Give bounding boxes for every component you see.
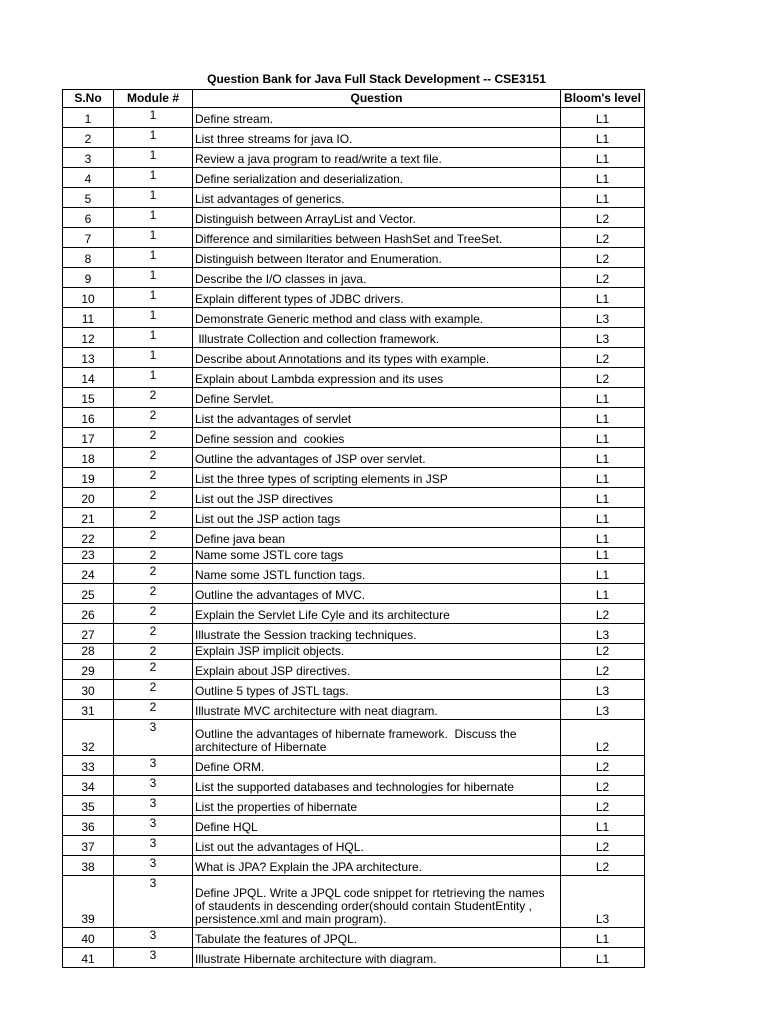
- row-question: Define ORM.: [193, 756, 561, 776]
- row-sno: 11: [63, 308, 114, 328]
- table-row: [63, 720, 645, 756]
- row-blooms-level: L1: [561, 548, 645, 564]
- row-sno: 30: [63, 680, 114, 700]
- row-module: 1: [114, 288, 193, 308]
- table-row: [63, 248, 645, 268]
- row-module: 2: [114, 644, 193, 660]
- row-sno: 17: [63, 428, 114, 448]
- table-row: [63, 208, 645, 228]
- row-question: List the three types of scripting elements in JSP: [193, 468, 561, 488]
- table-row: [63, 468, 645, 488]
- row-module: 3: [114, 836, 193, 856]
- row-module: 3: [114, 928, 193, 948]
- row-blooms-level: L3: [561, 680, 645, 700]
- row-sno: 21: [63, 508, 114, 528]
- row-sno: 18: [63, 448, 114, 468]
- row-module: 3: [114, 876, 193, 928]
- row-blooms-level: L2: [561, 796, 645, 816]
- row-question: Explain about JSP directives.: [193, 660, 561, 680]
- row-blooms-level: L1: [561, 528, 645, 548]
- row-blooms-level: L1: [561, 288, 645, 308]
- table-row: [63, 928, 645, 948]
- row-sno: 32: [63, 720, 114, 756]
- row-sno: 35: [63, 796, 114, 816]
- row-question: List out the JSP directives: [193, 488, 561, 508]
- row-question: Tabulate the features of JPQL.: [193, 928, 561, 948]
- row-question: Explain different types of JDBC drivers.: [193, 288, 561, 308]
- table-row: [63, 408, 645, 428]
- row-module: 1: [114, 208, 193, 228]
- row-blooms-level: L2: [561, 208, 645, 228]
- row-blooms-level: L1: [561, 188, 645, 208]
- table-row: [63, 428, 645, 448]
- table-row: [63, 876, 645, 928]
- table-row: [63, 388, 645, 408]
- table-row: [63, 584, 645, 604]
- row-sno: 39: [63, 876, 114, 928]
- table-row: [63, 604, 645, 624]
- table-row: [63, 188, 645, 208]
- row-module: 2: [114, 488, 193, 508]
- row-question: Define stream.: [193, 108, 561, 128]
- row-module: 1: [114, 228, 193, 248]
- row-sno: 2: [63, 128, 114, 148]
- row-question: Define Servlet.: [193, 388, 561, 408]
- row-module: 1: [114, 108, 193, 128]
- row-blooms-level: L1: [561, 388, 645, 408]
- row-blooms-level: L2: [561, 836, 645, 856]
- row-module: 2: [114, 700, 193, 720]
- row-sno: 23: [63, 548, 114, 564]
- row-module: 3: [114, 816, 193, 836]
- row-module: 1: [114, 128, 193, 148]
- row-question: Review a java program to read/write a text file.: [193, 148, 561, 168]
- row-sno: 5: [63, 188, 114, 208]
- row-question: List the supported databases and technologies for hibernate: [193, 776, 561, 796]
- row-question: Describe about Annotations and its types with example.: [193, 348, 561, 368]
- table-row: [63, 108, 645, 128]
- row-blooms-level: L1: [561, 448, 645, 468]
- row-module: 2: [114, 624, 193, 644]
- row-module: 3: [114, 796, 193, 816]
- row-question: Define java bean: [193, 528, 561, 548]
- table-row: [63, 128, 645, 148]
- row-blooms-level: L2: [561, 248, 645, 268]
- row-question: List three streams for java IO.: [193, 128, 561, 148]
- row-blooms-level: L1: [561, 584, 645, 604]
- row-question: Define HQL: [193, 816, 561, 836]
- row-blooms-level: L2: [561, 268, 645, 288]
- row-module: 1: [114, 148, 193, 168]
- row-module: 2: [114, 680, 193, 700]
- header-module: Module #: [114, 90, 193, 108]
- question-bank-table: [62, 89, 645, 968]
- header-blooms-level: Bloom's level: [561, 90, 645, 108]
- row-sno: 12: [63, 328, 114, 348]
- table-row: [63, 816, 645, 836]
- row-blooms-level: L2: [561, 776, 645, 796]
- row-question: Define JPQL. Write a JPQL code snippet for rtetrieving the names of staudents in descending order(should contain StudentEntity , persistence.xml and main program).: [193, 876, 561, 928]
- row-sno: 1: [63, 108, 114, 128]
- row-sno: 14: [63, 368, 114, 388]
- row-sno: 34: [63, 776, 114, 796]
- row-blooms-level: L3: [561, 328, 645, 348]
- row-module: 2: [114, 604, 193, 624]
- header-question: Question: [193, 90, 561, 108]
- row-blooms-level: L2: [561, 348, 645, 368]
- row-question: Difference and similarities between HashSet and TreeSet.: [193, 228, 561, 248]
- row-module: 3: [114, 720, 193, 756]
- table-row: [63, 644, 645, 660]
- table-row: [63, 796, 645, 816]
- row-sno: 36: [63, 816, 114, 836]
- row-blooms-level: L3: [561, 308, 645, 328]
- row-blooms-level: L2: [561, 604, 645, 624]
- row-question: Describe the I/O classes in java.: [193, 268, 561, 288]
- row-sno: 22: [63, 528, 114, 548]
- row-question: Illustrate Collection and collection framework.: [193, 328, 561, 348]
- row-question: Explain about Lambda expression and its uses: [193, 368, 561, 388]
- question-rows: [63, 108, 645, 968]
- row-question: Define serialization and deserialization.: [193, 168, 561, 188]
- row-sno: 19: [63, 468, 114, 488]
- table-row: [63, 680, 645, 700]
- table-row: [63, 328, 645, 348]
- row-sno: 27: [63, 624, 114, 644]
- row-question: Distinguish between Iterator and Enumeration.: [193, 248, 561, 268]
- row-sno: 37: [63, 836, 114, 856]
- row-blooms-level: L2: [561, 720, 645, 756]
- row-sno: 25: [63, 584, 114, 604]
- row-sno: 9: [63, 268, 114, 288]
- table-row: [63, 624, 645, 644]
- row-question: Name some JSTL core tags: [193, 548, 561, 564]
- row-module: 2: [114, 468, 193, 488]
- row-question: Explain the Servlet Life Cyle and its architecture: [193, 604, 561, 624]
- table-row: [63, 548, 645, 564]
- table-row: [63, 308, 645, 328]
- row-blooms-level: L1: [561, 564, 645, 584]
- table-row: [63, 948, 645, 968]
- row-module: 1: [114, 348, 193, 368]
- table-row: [63, 564, 645, 584]
- row-blooms-level: L3: [561, 876, 645, 928]
- row-module: 3: [114, 948, 193, 968]
- table-row: [63, 856, 645, 876]
- table-row: [63, 836, 645, 856]
- row-sno: 38: [63, 856, 114, 876]
- row-blooms-level: L1: [561, 428, 645, 448]
- row-sno: 10: [63, 288, 114, 308]
- row-sno: 16: [63, 408, 114, 428]
- row-module: 2: [114, 584, 193, 604]
- row-sno: 20: [63, 488, 114, 508]
- row-blooms-level: L1: [561, 468, 645, 488]
- row-module: 3: [114, 776, 193, 796]
- row-module: 1: [114, 308, 193, 328]
- table-row: [63, 700, 645, 720]
- table-row: [63, 448, 645, 468]
- row-module: 1: [114, 188, 193, 208]
- row-question: List advantages of generics.: [193, 188, 561, 208]
- row-sno: 33: [63, 756, 114, 776]
- row-blooms-level: L2: [561, 756, 645, 776]
- row-sno: 15: [63, 388, 114, 408]
- row-sno: 26: [63, 604, 114, 624]
- row-sno: 7: [63, 228, 114, 248]
- row-question: Distinguish between ArrayList and Vector.: [193, 208, 561, 228]
- row-sno: 13: [63, 348, 114, 368]
- row-module: 2: [114, 508, 193, 528]
- row-module: 3: [114, 856, 193, 876]
- row-blooms-level: L1: [561, 148, 645, 168]
- row-module: 2: [114, 408, 193, 428]
- row-question: Define session and cookies: [193, 428, 561, 448]
- row-blooms-level: L2: [561, 856, 645, 876]
- row-sno: 3: [63, 148, 114, 168]
- table-row: [63, 508, 645, 528]
- row-question: List the advantages of servlet: [193, 408, 561, 428]
- row-sno: 31: [63, 700, 114, 720]
- row-sno: 40: [63, 928, 114, 948]
- table-row: [63, 348, 645, 368]
- row-blooms-level: L2: [561, 660, 645, 680]
- row-question: List out the advantages of HQL.: [193, 836, 561, 856]
- row-blooms-level: L2: [561, 228, 645, 248]
- table-row: [63, 228, 645, 248]
- row-question: Illustrate Hibernate architecture with diagram.: [193, 948, 561, 968]
- row-module: 2: [114, 528, 193, 548]
- row-question: List out the JSP action tags: [193, 508, 561, 528]
- row-blooms-level: L1: [561, 488, 645, 508]
- row-sno: 29: [63, 660, 114, 680]
- row-module: 3: [114, 756, 193, 776]
- row-blooms-level: L1: [561, 128, 645, 148]
- table-row: [63, 660, 645, 680]
- row-question: Illustrate the Session tracking techniques.: [193, 624, 561, 644]
- row-sno: 28: [63, 644, 114, 660]
- row-sno: 41: [63, 948, 114, 968]
- row-blooms-level: L1: [561, 508, 645, 528]
- row-blooms-level: L1: [561, 108, 645, 128]
- row-blooms-level: L2: [561, 368, 645, 388]
- row-module: 2: [114, 660, 193, 680]
- row-module: 1: [114, 368, 193, 388]
- table-row: [63, 368, 645, 388]
- header-sno: S.No: [63, 90, 114, 108]
- row-sno: 4: [63, 168, 114, 188]
- row-blooms-level: L1: [561, 928, 645, 948]
- row-question: Demonstrate Generic method and class with example.: [193, 308, 561, 328]
- row-question: Outline the advantages of MVC.: [193, 584, 561, 604]
- row-blooms-level: L1: [561, 408, 645, 428]
- row-module: 2: [114, 388, 193, 408]
- row-blooms-level: L1: [561, 948, 645, 968]
- table-row: [63, 756, 645, 776]
- document-title: Question Bank for Java Full Stack Development -- CSE3151: [207, 72, 546, 86]
- row-question: Illustrate MVC architecture with neat diagram.: [193, 700, 561, 720]
- row-module: 2: [114, 428, 193, 448]
- row-module: 1: [114, 328, 193, 348]
- row-sno: 24: [63, 564, 114, 584]
- table-row: [63, 776, 645, 796]
- row-question: Outline 5 types of JSTL tags.: [193, 680, 561, 700]
- row-module: 1: [114, 168, 193, 188]
- row-blooms-level: L3: [561, 624, 645, 644]
- row-sno: 8: [63, 248, 114, 268]
- row-question: Outline the advantages of JSP over servlet.: [193, 448, 561, 468]
- row-question: List the properties of hibernate: [193, 796, 561, 816]
- header-row: [63, 90, 645, 108]
- row-question: Explain JSP implicit objects.: [193, 644, 561, 660]
- row-question: Outline the advantages of hibernate framework. Discuss the architecture of Hibernate: [193, 720, 561, 756]
- table-row: [63, 148, 645, 168]
- row-question: Name some JSTL function tags.: [193, 564, 561, 584]
- table-row: [63, 268, 645, 288]
- row-module: 1: [114, 268, 193, 288]
- row-sno: 6: [63, 208, 114, 228]
- row-module: 2: [114, 564, 193, 584]
- row-module: 2: [114, 448, 193, 468]
- row-module: 1: [114, 248, 193, 268]
- table-row: [63, 288, 645, 308]
- row-blooms-level: L1: [561, 168, 645, 188]
- row-blooms-level: L3: [561, 700, 645, 720]
- table-row: [63, 168, 645, 188]
- row-module: 2: [114, 548, 193, 564]
- table-row: [63, 528, 645, 548]
- row-blooms-level: L1: [561, 816, 645, 836]
- row-question: What is JPA? Explain the JPA architecture.: [193, 856, 561, 876]
- row-blooms-level: L2: [561, 644, 645, 660]
- table-row: [63, 488, 645, 508]
